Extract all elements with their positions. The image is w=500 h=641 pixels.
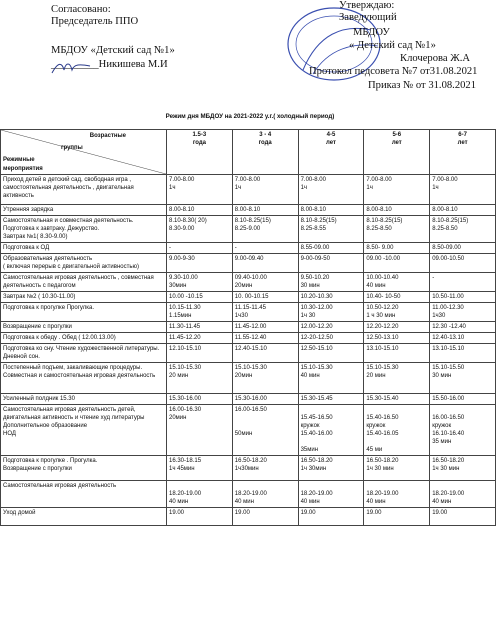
time-cell: 19.00 — [298, 508, 364, 526]
time-cell: 15.45-16.50 кружок 15.40-16.00 35мин — [298, 405, 364, 456]
time-cell: 18.20-19.00 40 мин — [298, 481, 364, 508]
activity-cell: Усиленный полдник 15.30 — [1, 394, 167, 405]
corner-label-age: Возрастные — [89, 133, 126, 139]
time-cell: 10.15-11.30 1.15мин — [167, 303, 233, 322]
activity-cell: Подготовка к обеду . Обед ( 12.00.13.00) — [1, 333, 167, 344]
time-cell: 12-20-12.50 — [298, 333, 364, 344]
time-cell: 7.00-8.00 1ч — [430, 175, 496, 205]
time-cell: 8.00-8.10 — [364, 205, 430, 216]
time-cell: 15.40-16.50 кружок 15.40-16.05 45 ми — [364, 405, 430, 456]
approval-label: Согласовано: — [51, 4, 111, 15]
time-cell: 7.00-8.00 1ч — [364, 175, 430, 205]
time-cell: 15.10-15.30 20 мин — [167, 363, 233, 394]
activity-cell: Самостоятельная игровая деятельность , совместная деятельность с педагогом — [1, 273, 167, 292]
time-cell: 12.20-12.20 — [364, 322, 430, 333]
time-cell: 11.00-12.30 1ч30 — [430, 303, 496, 322]
time-cell: 13.10-15.10 — [430, 344, 496, 363]
time-cell: 8.00-8.10 — [232, 205, 298, 216]
time-cell: 12.00-12.20 — [298, 322, 364, 333]
time-cell: 10.50-11.00 — [430, 292, 496, 303]
time-cell: 16.50-18.20 1ч 30мин — [298, 456, 364, 481]
table-row — [1, 292, 496, 303]
time-cell: 15.10-15.30 20 мин — [364, 363, 430, 394]
activity-cell: Самостоятельная игровая деятельность детей, двигательная активность и чтение худ литературы Дополнительное образование НОД — [1, 405, 167, 456]
time-cell: 9-00-09-50 — [298, 254, 364, 273]
time-cell: 10.40- 10-50 — [364, 292, 430, 303]
corner-label-regime: Режимные — [3, 157, 35, 163]
activity-cell: Завтрак №2 ( 10.30-11.00) — [1, 292, 167, 303]
head-org: « Детский сад №1» — [349, 40, 436, 51]
time-cell: 8.50-09.00 — [430, 243, 496, 254]
time-cell: 15.10-15.30 40 мин — [298, 363, 364, 394]
time-cell: 16.50-18.20 1ч 30 мин — [430, 456, 496, 481]
approver-org: МБДОУ «Детский сад №1» — [51, 45, 175, 56]
table-header-row — [1, 130, 496, 175]
table-row — [1, 344, 496, 363]
time-cell: 11.55-12.40 — [232, 333, 298, 344]
column-header: 6-7 лет — [430, 130, 496, 175]
time-cell: 16.50-18.20 1ч30мин — [232, 456, 298, 481]
time-cell: 09.40-10.00 20мин — [232, 273, 298, 292]
activity-cell: Подготовка к прогулке . Прогулка. Возвращение с прогулки — [1, 456, 167, 481]
time-cell: 8.50- 9.00 — [364, 243, 430, 254]
corner-header — [1, 130, 167, 175]
time-cell: 8.55-09.00 — [298, 243, 364, 254]
table-row — [1, 508, 496, 526]
approve-label: Утверждаю: — [339, 0, 395, 11]
schedule-table — [0, 129, 496, 526]
time-cell: 12.30 -12.40 — [430, 322, 496, 333]
time-cell: - — [167, 243, 233, 254]
time-cell: 19.00 — [364, 508, 430, 526]
time-cell: 09.00 -10.00 — [364, 254, 430, 273]
time-cell: 8.00-8.10 — [430, 205, 496, 216]
table-row — [1, 243, 496, 254]
table-row — [1, 303, 496, 322]
time-cell: 8.00-8.10 — [167, 205, 233, 216]
time-cell: 7.00-8.00 1ч — [298, 175, 364, 205]
table-row — [1, 273, 496, 292]
time-cell: 15.10-15.50 30 мин — [430, 363, 496, 394]
time-cell: 11.45-12.20 — [167, 333, 233, 344]
time-cell: 11.30-11.45 — [167, 322, 233, 333]
activity-cell: Самостоятельная и совместная деятельность. Подготовка к завтраку. Дежурство. Завтрак №1( 8.30-9.00) — [1, 216, 167, 243]
activity-cell: Подготовка ко сну. Чтение художественной литературы. Дневной сон. — [1, 344, 167, 363]
document-title: Режим дня МБДОУ на 2021-2022 у.г.( холодный период) — [165, 113, 335, 120]
approver-name: _________Никишева М.И — [51, 59, 168, 70]
time-cell: 7.00-8.00 1ч — [232, 175, 298, 205]
time-cell: 19.00 — [430, 508, 496, 526]
time-cell: 16.00-16.30 20мин — [167, 405, 233, 456]
time-cell: 11.15-11.45 1ч30 — [232, 303, 298, 322]
time-cell: 12.10-15.10 — [167, 344, 233, 363]
time-cell: - — [430, 273, 496, 292]
time-cell: 9.00-9-30 — [167, 254, 233, 273]
activity-cell: Подготовка к ОД — [1, 243, 167, 254]
activity-cell: Утренняя зарядка — [1, 205, 167, 216]
corner-label-activities: мероприятия — [3, 166, 43, 172]
activity-cell: Подготовка к прогулке Прогулка. — [1, 303, 167, 322]
head-org-short: МБДОУ — [353, 27, 390, 38]
activity-cell: Уход домой — [1, 508, 167, 526]
time-cell: 8.10-8.25(15) 8.25-8.55 — [298, 216, 364, 243]
activity-cell: Образовательная деятельность ( включая перерыв с двигательной активностью) — [1, 254, 167, 273]
time-cell: 16.00-16.50 кружок 16.10-16.40 35 мин — [430, 405, 496, 456]
time-cell: - — [232, 243, 298, 254]
approver-title: Председатель ППО — [51, 16, 139, 27]
table-row — [1, 322, 496, 333]
time-cell: 15.50-16.00 — [430, 394, 496, 405]
time-cell: 15.30-15.40 — [364, 394, 430, 405]
time-cell: 10.20-10.30 — [298, 292, 364, 303]
activity-cell: Приход детей в детский сад, свободная игра , самостоятельная деятельность , двигательная активность — [1, 175, 167, 205]
time-cell: 10.30-12.00 1ч 30 — [298, 303, 364, 322]
column-header: 3 - 4 года — [232, 130, 298, 175]
table-row — [1, 254, 496, 273]
activity-cell: Самостоятельная игровая деятельность — [1, 481, 167, 508]
table-row — [1, 205, 496, 216]
time-cell: 10.50-12.20 1 ч 30 мин — [364, 303, 430, 322]
column-header: 5-6 лет — [364, 130, 430, 175]
signature-left — [50, 60, 94, 76]
time-cell: 12.50-13.10 — [364, 333, 430, 344]
time-cell: 15.10-15.30 20мин — [232, 363, 298, 394]
time-cell: 13.10-15.10 — [364, 344, 430, 363]
time-cell: 16.30-18.15 1ч 45мин — [167, 456, 233, 481]
table-row — [1, 333, 496, 344]
time-cell: 8.10-8.30( 20) 8.30-9.00 — [167, 216, 233, 243]
time-cell: 18.20-19.00 40 мин — [430, 481, 496, 508]
order-line: Приказ № от 31.08.2021 — [368, 80, 477, 91]
time-cell: 16.50-18.20 1ч 30 мин — [364, 456, 430, 481]
time-cell: 12.40-15.10 — [232, 344, 298, 363]
time-cell: 15.30-15.45 — [298, 394, 364, 405]
time-cell: 09.00-10.50 — [430, 254, 496, 273]
time-cell: 10.00 -10.15 — [167, 292, 233, 303]
time-cell: 9.00-09.40 — [232, 254, 298, 273]
time-cell: 16.00-16.50 50мин — [232, 405, 298, 456]
table-row — [1, 394, 496, 405]
time-cell: 18.20-19.00 40 мин — [232, 481, 298, 508]
time-cell: 9.30-10.00 30мин — [167, 273, 233, 292]
table-row — [1, 216, 496, 243]
table-row — [1, 481, 496, 508]
time-cell: 8.10-8.25(15) 8.25-8.50 — [430, 216, 496, 243]
table-row — [1, 405, 496, 456]
table-row — [1, 456, 496, 481]
time-cell: 8.10-8.25(15) 8.25-8.50 — [364, 216, 430, 243]
head-name: Клочерова Ж.А — [400, 53, 471, 64]
time-cell: 12.40-13.10 — [430, 333, 496, 344]
time-cell: 19.00 — [167, 508, 233, 526]
time-cell: 10. 00-10.15 — [232, 292, 298, 303]
time-cell: 10.00-10.40 40 мин — [364, 273, 430, 292]
time-cell: 11.45-12.00 — [232, 322, 298, 333]
time-cell: 12.50-15.10 — [298, 344, 364, 363]
time-cell: 19.00 — [232, 508, 298, 526]
time-cell: 9.50-10.20 30 мин — [298, 273, 364, 292]
time-cell: 15.30-16.00 — [232, 394, 298, 405]
corner-label-groups: группы — [61, 145, 83, 151]
time-cell: 8.10-8.25(15) 8.25-9.00 — [232, 216, 298, 243]
time-cell: 7.00-8.00 1ч — [167, 175, 233, 205]
time-cell: 18.20-19.00 40 мин — [167, 481, 233, 508]
column-header: 4-5 лет — [298, 130, 364, 175]
time-cell: 8.00-8.10 — [298, 205, 364, 216]
column-header: 1.5-3 года — [167, 130, 233, 175]
activity-cell: Постепенный подъем, закаливающие процедуры. Совместная и самостоятельная игровая деятельность — [1, 363, 167, 394]
head-title: Заведующий — [339, 12, 397, 23]
protocol-line: Протокол педсовета №7 от31.08.2021 — [309, 66, 478, 77]
activity-cell: Возвращение с прогулки — [1, 322, 167, 333]
time-cell: 18.20-19.00 40 мин — [364, 481, 430, 508]
time-cell: 15.30-16.00 — [167, 394, 233, 405]
table-row — [1, 175, 496, 205]
table-row — [1, 363, 496, 394]
